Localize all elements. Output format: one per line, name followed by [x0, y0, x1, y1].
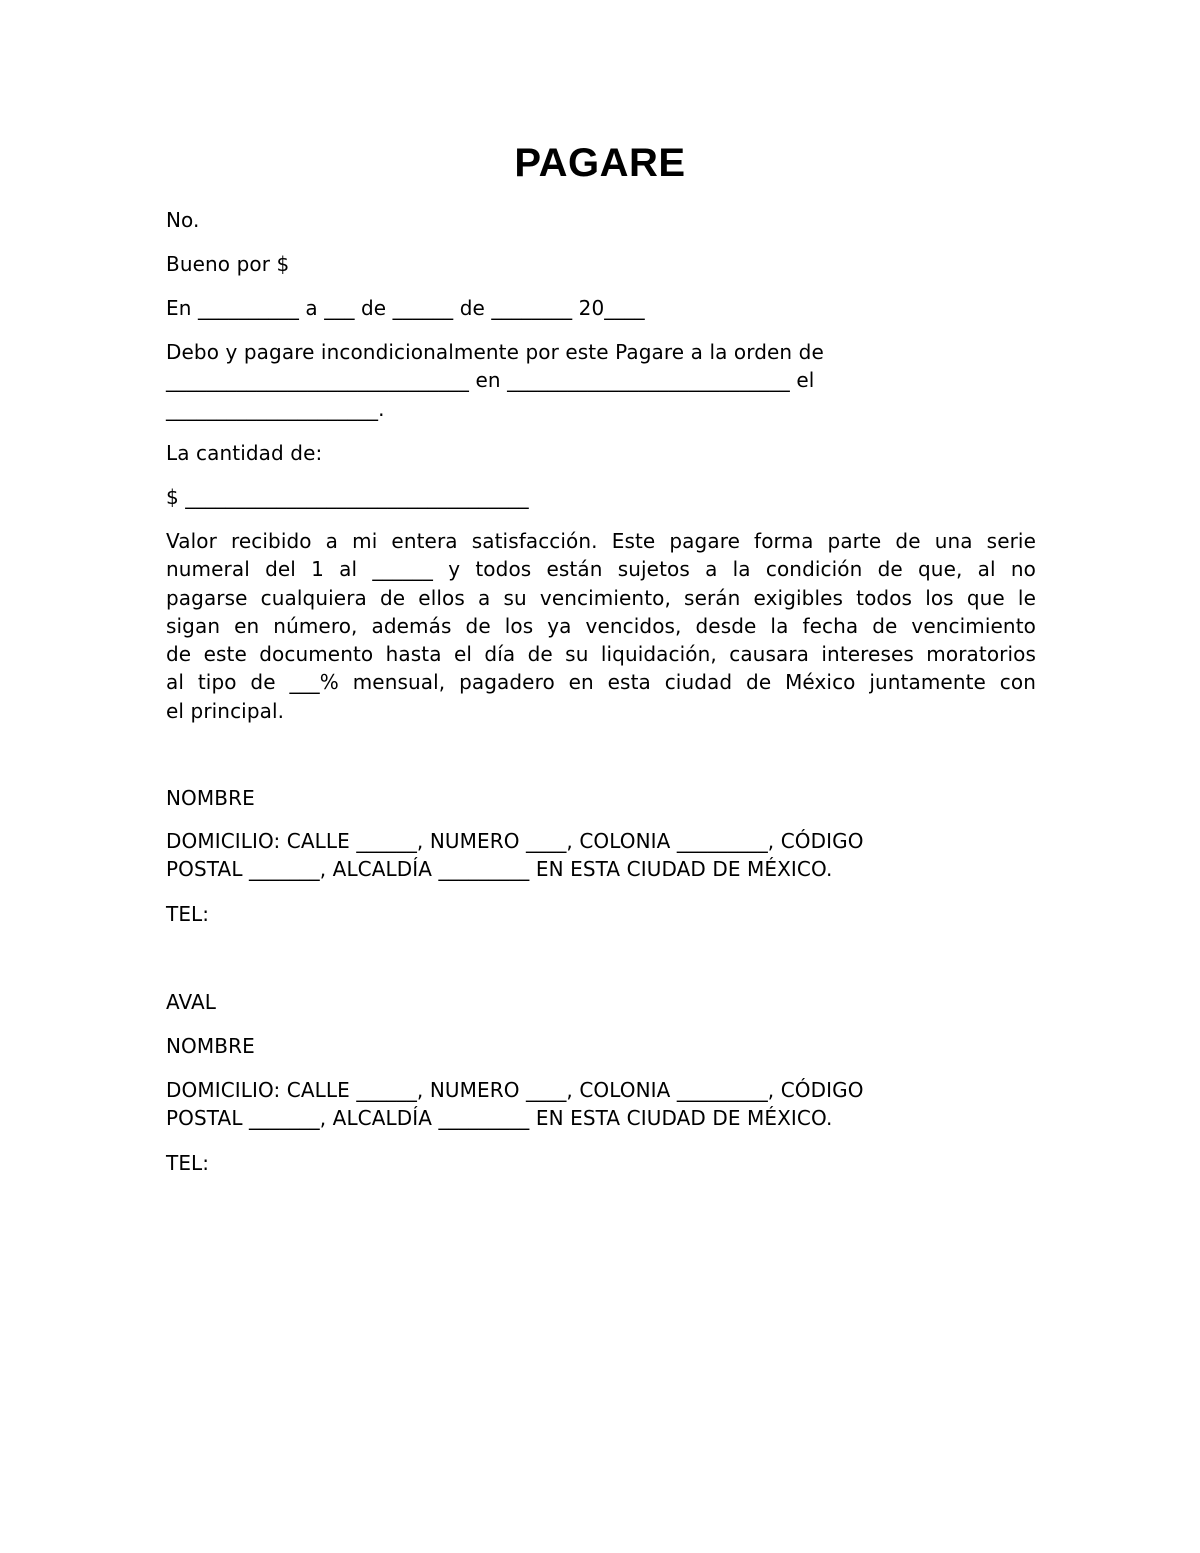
terms-line: sigan en número, además de los ya vencidos, desde la fecha de vencimiento — [166, 613, 1036, 638]
terms-line: pagarse cualquiera de ellos a su vencimiento, serán exigibles todos los que le — [166, 585, 1036, 610]
address-line: DOMICILIO: CALLE ______, NUMERO ____, COLONIA _________, CÓDIGO — [166, 1078, 864, 1102]
debtor-tel-label: TEL: — [166, 902, 210, 926]
debtor-address — [166, 827, 1036, 884]
guarantor-tel-label: TEL: — [166, 1151, 210, 1175]
order-paragraph — [166, 338, 1036, 423]
amount-line: $ __________________________________ — [166, 485, 529, 509]
guarantor-address — [166, 1076, 1036, 1133]
terms-line: Valor recibido a mi entera satisfacción. Este pagare forma parte de una serie — [166, 529, 1036, 553]
order-line: Debo y pagare incondicionalmente por este Pagare a la orden de — [166, 340, 824, 364]
number-label: No. — [166, 208, 200, 232]
address-line: DOMICILIO: CALLE ______, NUMERO ____, COLONIA _________, CÓDIGO — [166, 829, 864, 853]
order-line: _____________________. — [166, 396, 385, 421]
guarantor-name-label: NOMBRE — [166, 1034, 255, 1058]
date-line: En __________ a ___ de ______ de ________ 20____ — [166, 296, 645, 320]
address-line: POSTAL _______, ALCALDÍA _________ EN ESTA CIUDAD DE MÉXICO. — [166, 857, 833, 882]
terms-paragraph — [166, 527, 1036, 725]
order-line: ______________________________ en ____________________________ el — [166, 368, 815, 393]
terms-line: numeral del 1 al ______ y todos están sujetos a la condición de que, al no — [166, 557, 1036, 582]
address-line: POSTAL _______, ALCALDÍA _________ EN ESTA CIUDAD DE MÉXICO. — [166, 1106, 833, 1131]
guarantor-heading: AVAL — [166, 990, 217, 1014]
terms-line: de este documento hasta el día de su liquidación, causara intereses moratorios — [166, 642, 1036, 667]
debtor-name-label: NOMBRE — [166, 786, 255, 810]
document-title: PAGARE — [514, 141, 686, 185]
bueno-por-line: Bueno por $ — [166, 252, 290, 276]
amount-label: La cantidad de: — [166, 441, 323, 465]
terms-line: al tipo de ___% mensual, pagadero en esta ciudad de México juntamente con — [166, 670, 1036, 695]
terms-line: el principal. — [166, 698, 285, 723]
